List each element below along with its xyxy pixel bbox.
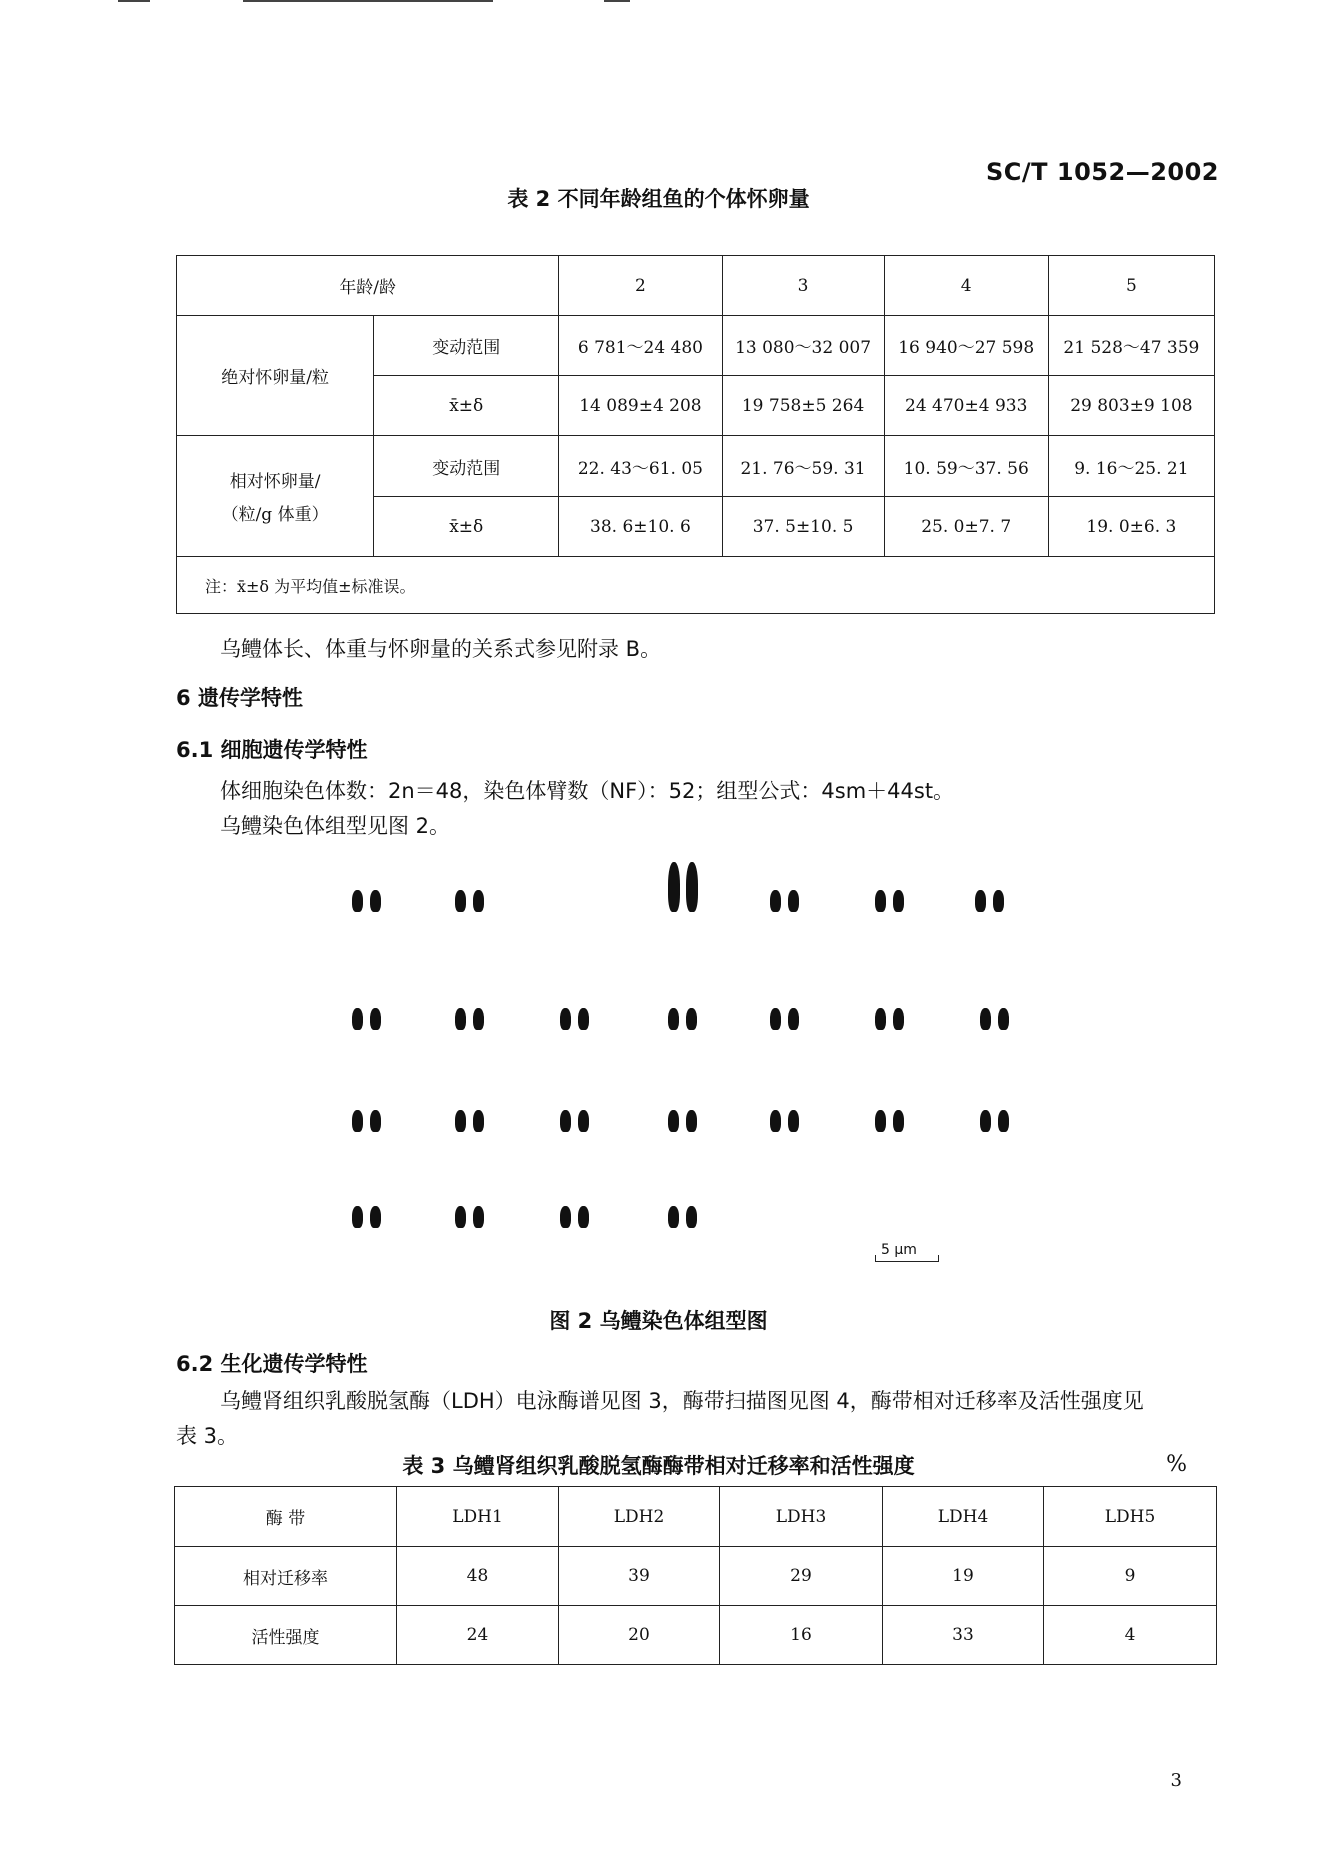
chromosome xyxy=(473,1206,484,1228)
chromosome xyxy=(875,1008,886,1030)
chromosome xyxy=(473,1008,484,1030)
chromosome xyxy=(788,1110,799,1132)
section-heading: 6 遗传学特性 xyxy=(176,686,303,710)
paragraph: 乌鳢染色体组型见图 2。 xyxy=(220,814,451,838)
group-label xyxy=(177,436,374,557)
chromosome xyxy=(668,862,680,912)
table-cell: 16 940～27 598 xyxy=(884,316,1048,376)
chromosome xyxy=(352,1110,363,1132)
chromosome xyxy=(473,890,484,912)
section-heading: 6.2 生化遗传学特性 xyxy=(176,1352,368,1376)
scan-edge-line xyxy=(118,0,150,2)
chromosome xyxy=(668,1110,679,1132)
table-cell: 39 xyxy=(559,1547,720,1606)
row-label: 相对迁移率 xyxy=(175,1547,397,1606)
chromosome xyxy=(668,1206,679,1228)
chromosome xyxy=(686,1110,697,1132)
chromosome xyxy=(875,890,886,912)
chromosome xyxy=(686,862,698,912)
group-label-line: 相对怀卵量/ xyxy=(229,472,321,492)
table-cell: 4 xyxy=(1044,1606,1217,1665)
paragraph: 乌鳢体长、体重与怀卵量的关系式参见附录 B。 xyxy=(220,637,662,661)
chromosome xyxy=(686,1206,697,1228)
table-cell: 22. 43～61. 05 xyxy=(559,436,722,497)
table-cell: 21 528～47 359 xyxy=(1048,316,1214,376)
age-col: 5 xyxy=(1048,256,1214,316)
chromosome xyxy=(980,1110,991,1132)
standard-id: SC/T 1052—2002 xyxy=(986,158,1219,186)
chromosome xyxy=(788,890,799,912)
table-cell: 20 xyxy=(559,1606,720,1665)
band-header: 酶 带 xyxy=(175,1487,397,1547)
chromosome xyxy=(993,890,1004,912)
chromosome xyxy=(980,1008,991,1030)
chromosome xyxy=(998,1110,1009,1132)
table2-caption: 表 2 不同年龄组鱼的个体怀卵量 xyxy=(507,187,810,211)
chromosome xyxy=(975,890,986,912)
table-cell: 19. 0±6. 3 xyxy=(1048,497,1214,557)
chromosome xyxy=(455,890,466,912)
section-heading: 6.1 细胞遗传学特性 xyxy=(176,738,368,762)
scan-edge-line xyxy=(243,0,493,2)
row-label: 变动范围 xyxy=(374,436,559,497)
row-label: 活性强度 xyxy=(175,1606,397,1665)
chromosome xyxy=(770,1110,781,1132)
band-col: LDH1 xyxy=(397,1487,559,1547)
chromosome xyxy=(560,1008,571,1030)
table-cell: 33 xyxy=(883,1606,1044,1665)
table-cell: 48 xyxy=(397,1547,559,1606)
chromosome xyxy=(370,890,381,912)
chromosome xyxy=(370,1008,381,1030)
group-label: 绝对怀卵量/粒 xyxy=(177,316,374,436)
chromosome xyxy=(893,1110,904,1132)
table-cell: 24 xyxy=(397,1606,559,1665)
chromosome xyxy=(370,1110,381,1132)
table-cell: 21. 76～59. 31 xyxy=(722,436,884,497)
table-cell: 19 758±5 264 xyxy=(722,376,884,436)
group-label-line: （粒/g 体重） xyxy=(221,505,329,525)
chromosome xyxy=(370,1206,381,1228)
table-cell: 16 xyxy=(720,1606,883,1665)
chromosome xyxy=(560,1206,571,1228)
table-cell: 25. 0±7. 7 xyxy=(884,497,1048,557)
chromosome xyxy=(770,1008,781,1030)
chromosome xyxy=(875,1110,886,1132)
table3-unit: % xyxy=(1166,1452,1187,1477)
table2 xyxy=(176,255,1215,614)
chromosome xyxy=(686,1008,697,1030)
chromosome xyxy=(770,890,781,912)
table-cell: 19 xyxy=(883,1547,1044,1606)
chromosome xyxy=(455,1008,466,1030)
paragraph: 乌鳢肾组织乳酸脱氢酶（LDH）电泳酶谱见图 3，酶带扫描图见图 4，酶带相对迁移率及活性强度见 xyxy=(220,1389,1144,1413)
chromosome xyxy=(578,1008,589,1030)
table-cell: 38. 6±10. 6 xyxy=(559,497,722,557)
table-cell: 37. 5±10. 5 xyxy=(722,497,884,557)
chromosome xyxy=(893,890,904,912)
band-col: LDH2 xyxy=(559,1487,720,1547)
age-col: 3 xyxy=(722,256,884,316)
page-number: 3 xyxy=(1170,1770,1182,1791)
table-cell: 9 xyxy=(1044,1547,1217,1606)
paragraph: 表 3。 xyxy=(176,1424,239,1448)
chromosome xyxy=(893,1008,904,1030)
band-col: LDH4 xyxy=(883,1487,1044,1547)
chromosome xyxy=(352,1008,363,1030)
table-cell: 29 xyxy=(720,1547,883,1606)
age-col: 2 xyxy=(559,256,722,316)
table-note: 注：x̄±δ 为平均值±标准误。 xyxy=(177,557,1215,614)
table-cell: 10. 59～37. 56 xyxy=(884,436,1048,497)
chromosome xyxy=(352,890,363,912)
table-cell: 29 803±9 108 xyxy=(1048,376,1214,436)
table3-caption: 表 3 乌鳢肾组织乳酸脱氢酶酶带相对迁移率和活性强度 xyxy=(402,1454,915,1478)
table-cell: 9. 16～25. 21 xyxy=(1048,436,1214,497)
age-col: 4 xyxy=(884,256,1048,316)
chromosome xyxy=(455,1206,466,1228)
table-cell: 14 089±4 208 xyxy=(559,376,722,436)
band-col: LDH5 xyxy=(1044,1487,1217,1547)
scale-label: 5 μm xyxy=(881,1242,917,1258)
chromosome xyxy=(998,1008,1009,1030)
chromosome xyxy=(473,1110,484,1132)
row-label: x̄±δ xyxy=(374,376,559,436)
chromosome xyxy=(578,1110,589,1132)
row-label: x̄±δ xyxy=(374,497,559,557)
scale-bar xyxy=(875,1255,939,1262)
figure-caption: 图 2 乌鳢染色体组型图 xyxy=(549,1309,768,1333)
table-cell: 24 470±4 933 xyxy=(884,376,1048,436)
paragraph: 体细胞染色体数：2n＝48，染色体臂数（NF）：52；组型公式：4sm＋44st。 xyxy=(220,779,955,803)
table-cell: 6 781～24 480 xyxy=(559,316,722,376)
chromosome xyxy=(788,1008,799,1030)
chromosome xyxy=(560,1110,571,1132)
table3 xyxy=(174,1486,1217,1665)
table-cell: 13 080～32 007 xyxy=(722,316,884,376)
row-label: 变动范围 xyxy=(374,316,559,376)
chromosome xyxy=(668,1008,679,1030)
age-header: 年龄/龄 xyxy=(177,256,559,316)
scan-edge-line xyxy=(604,0,630,2)
chromosome xyxy=(578,1206,589,1228)
chromosome xyxy=(352,1206,363,1228)
band-col: LDH3 xyxy=(720,1487,883,1547)
chromosome xyxy=(455,1110,466,1132)
